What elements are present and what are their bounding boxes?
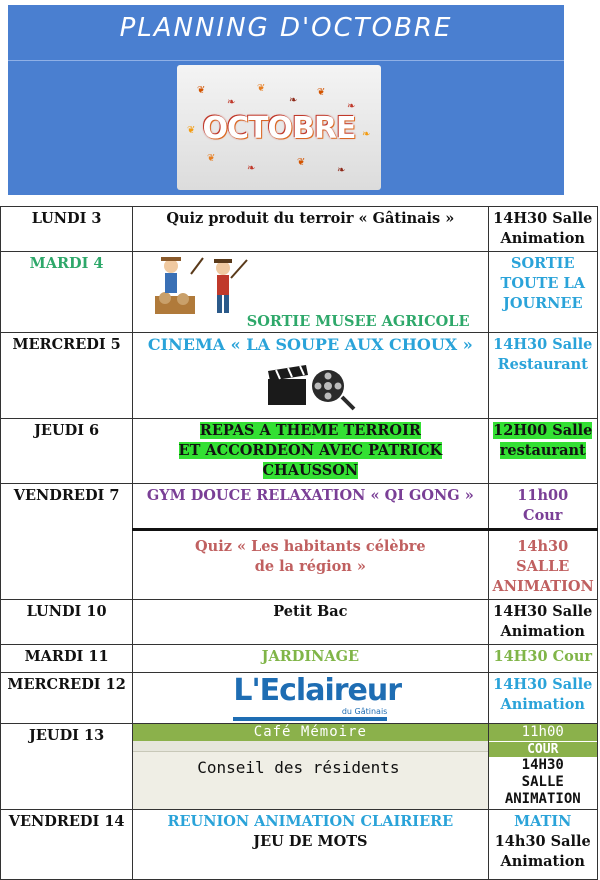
leaf-icon: ❧ <box>247 163 256 174</box>
time-line: Animation <box>500 623 585 640</box>
day-cell: JEUDI 13 <box>1 724 133 810</box>
time-line: 11h00 <box>517 487 569 504</box>
time-line: MATIN <box>514 813 572 830</box>
activity-line: Conseil des résidents <box>197 758 400 777</box>
table-row <box>1 484 598 530</box>
leaf-icon: ❦ <box>197 85 206 96</box>
day-cell: LUNDI 3 <box>1 207 133 252</box>
table-row <box>1 419 598 484</box>
activity-line: REUNION ANIMATION CLAIRIERE <box>167 813 454 830</box>
time-line: 11h00 <box>489 724 598 741</box>
time-cell <box>488 673 598 724</box>
time-line: SALLE <box>521 774 564 790</box>
day-cell: VENDREDI 7 <box>1 484 133 600</box>
day-cell: JEUDI 6 <box>1 419 133 484</box>
leaf-icon: ❦ <box>257 83 266 94</box>
day-cell: MERCREDI 5 <box>1 333 133 419</box>
time-cell <box>488 419 598 484</box>
time-line: TOUTE LA <box>500 275 585 292</box>
time-line: Animation <box>500 230 585 247</box>
table-row <box>1 207 598 252</box>
title-band <box>8 5 564 61</box>
leaf-icon: ❦ <box>317 87 326 98</box>
activity-cell: GYM DOUCE RELAXATION « QI GONG » <box>133 484 488 530</box>
activity-cell: JARDINAGE <box>133 645 488 673</box>
table-row <box>1 600 598 645</box>
divider <box>133 741 487 752</box>
activity-line: Café Mémoire <box>133 724 487 741</box>
time-line: 12H00 Salle <box>493 422 593 439</box>
activity-line: ET ACCORDEON AVEC PATRICK CHAUSSON <box>178 442 443 479</box>
time-line: SORTIE <box>510 255 575 272</box>
logo-subtext: du Gâtinais <box>341 707 388 716</box>
activity-line: de la région » <box>254 558 366 575</box>
time-line: 14H30 Salle <box>493 676 593 693</box>
table-row <box>1 252 598 333</box>
activity-cell <box>133 419 488 484</box>
banner-text: OCTOBRE <box>202 111 356 146</box>
eclaireur-logo <box>233 673 402 721</box>
leaf-icon: ❧ <box>337 165 346 176</box>
time-line: 14H30 Salle <box>493 210 593 227</box>
leaf-icon: ❦ <box>187 125 196 136</box>
activity-cell: Petit Bac <box>133 600 488 645</box>
leaf-icon: ❧ <box>362 129 371 140</box>
time-cell <box>488 530 598 600</box>
time-cell: 14H30 Cour <box>488 645 598 673</box>
activity-label: SORTIE MUSEE AGRICOLE <box>246 313 470 330</box>
time-cell <box>488 600 598 645</box>
time-line: 14H30 Salle <box>493 603 593 620</box>
time-line: 14H30 <box>521 757 564 773</box>
farmers-illustration <box>151 254 251 316</box>
leaf-icon: ❧ <box>227 97 236 108</box>
time-line: ANIMATION <box>492 578 594 595</box>
activity-cell <box>133 333 488 419</box>
time-line: 14h30 <box>517 538 569 555</box>
time-line: Restaurant <box>497 356 588 373</box>
logo-text: L'Eclaireur <box>233 673 402 708</box>
time-cell <box>488 810 598 880</box>
day-cell: MERCREDI 12 <box>1 673 133 724</box>
day-cell: MARDI 11 <box>1 645 133 673</box>
day-cell: LUNDI 10 <box>1 600 133 645</box>
october-banner-image <box>177 65 381 190</box>
activity-line: JEU DE MOTS <box>253 833 368 850</box>
time-cell <box>488 333 598 419</box>
table-row <box>1 810 598 880</box>
time-line: restaurant <box>499 442 586 459</box>
time-line: JOURNEE <box>502 295 583 312</box>
time-cell <box>488 484 598 530</box>
table-row <box>1 724 598 810</box>
time-line: Cour <box>523 507 563 524</box>
activity-cell <box>133 252 488 333</box>
activity-line: Quiz « Les habitants célèbre <box>195 538 426 555</box>
time-line: 14H30 Salle <box>493 336 593 353</box>
table-row <box>1 645 598 673</box>
day-cell: MARDI 4 <box>1 252 133 333</box>
activity-line: REPAS A THEME TERROIR <box>199 422 421 439</box>
time-line: 14h30 Salle <box>494 833 591 850</box>
activity-cell <box>133 530 488 600</box>
activity-cell: Quiz produit du terroir « Gâtinais » <box>133 207 488 252</box>
time-line: COUR <box>489 741 598 757</box>
activity-label: CINEMA « LA SOUPE AUX CHOUX » <box>147 335 473 354</box>
logo-underline <box>233 717 387 721</box>
leaf-icon: ❧ <box>289 95 298 106</box>
activity-cell <box>133 673 488 724</box>
leaf-icon: ❧ <box>347 101 356 112</box>
time-line: Animation <box>500 696 585 713</box>
time-line: Animation <box>500 853 585 870</box>
activity-cell <box>133 724 488 810</box>
time-cell <box>488 724 598 810</box>
time-cell <box>488 252 598 333</box>
table-row <box>1 673 598 724</box>
table-row <box>1 333 598 419</box>
day-cell: VENDREDI 14 <box>1 810 133 880</box>
schedule-table <box>0 206 598 880</box>
leaf-icon: ❦ <box>207 153 216 164</box>
page-title: PLANNING D'OCTOBRE <box>119 13 453 43</box>
time-line: SALLE <box>516 558 570 575</box>
leaf-icon: ❦ <box>297 157 306 168</box>
film-clapper-icon <box>264 361 356 411</box>
time-cell <box>488 207 598 252</box>
activity-cell <box>133 810 488 880</box>
time-line: ANIMATION <box>504 791 581 807</box>
